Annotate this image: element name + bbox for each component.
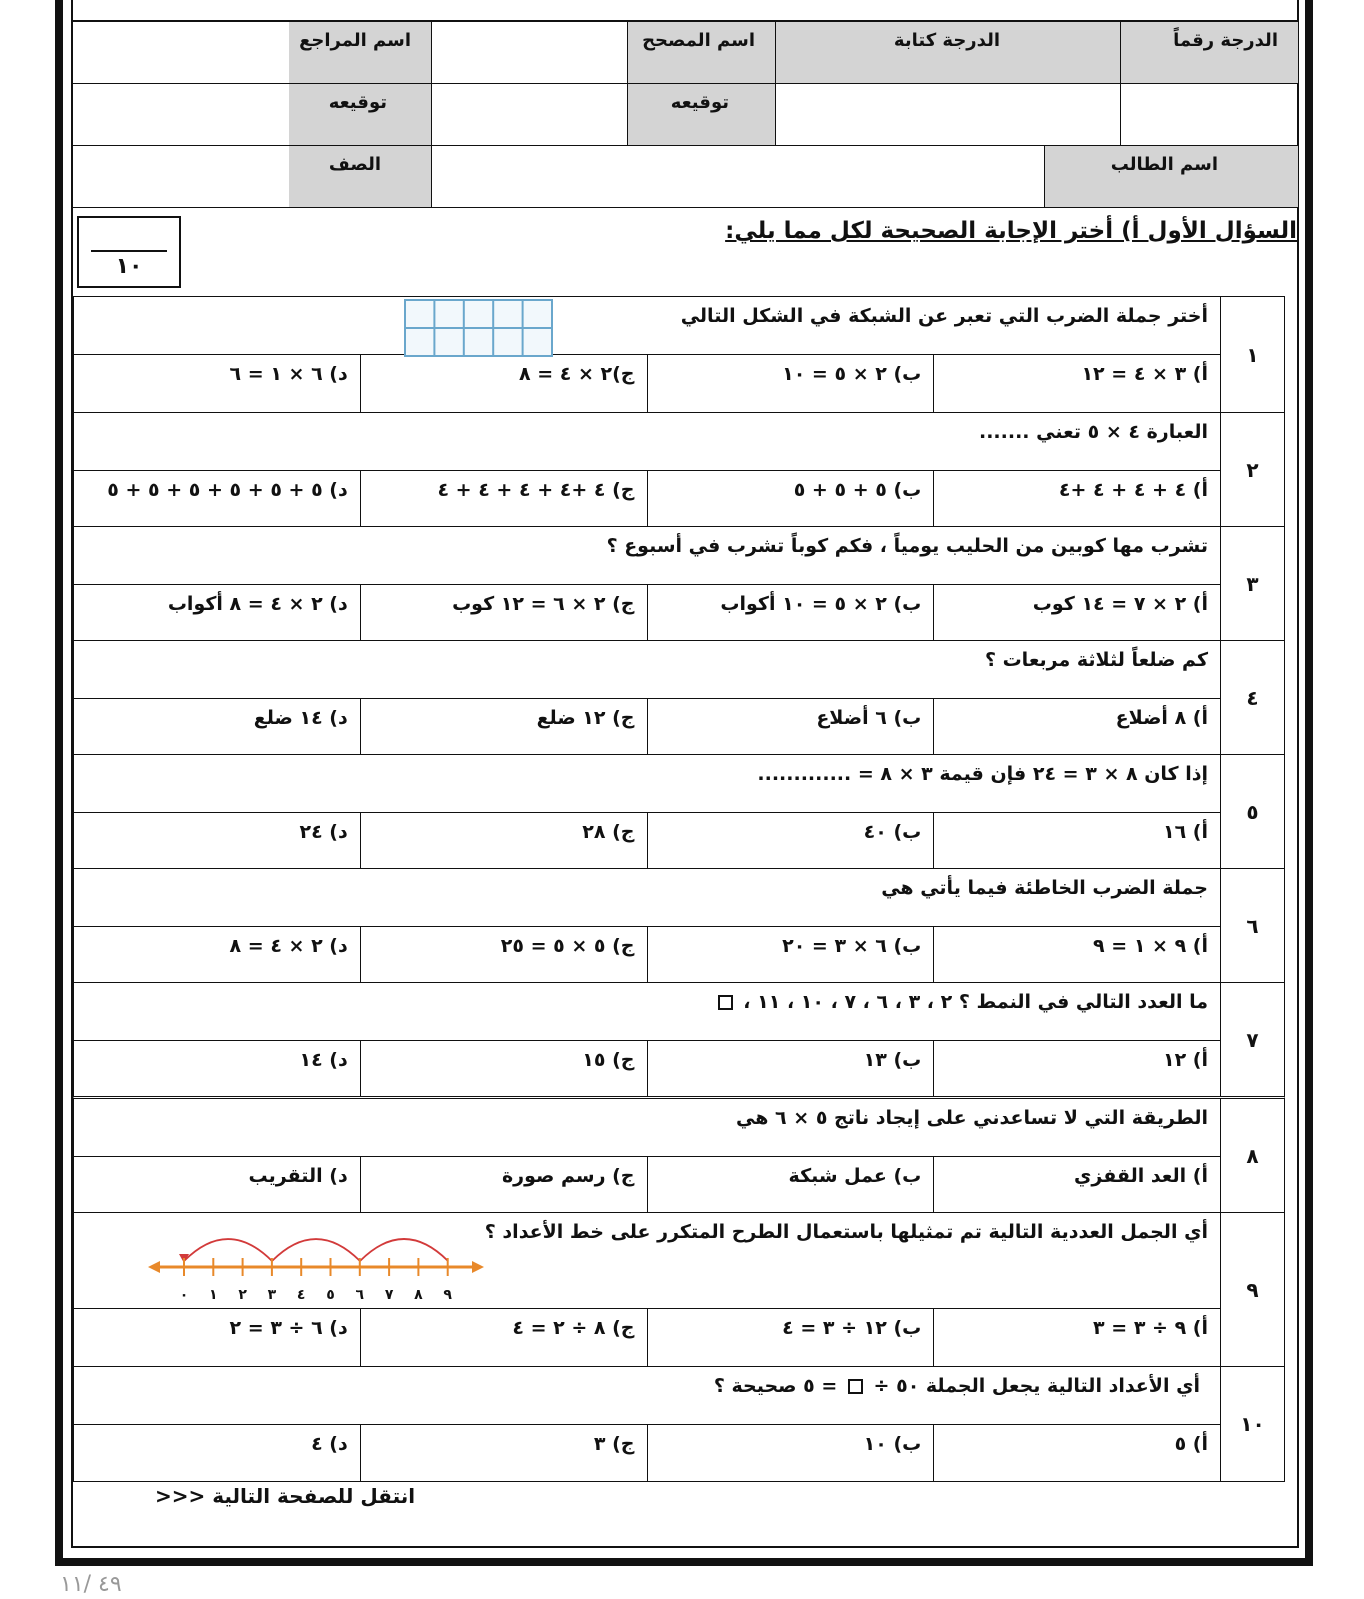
question-stem xyxy=(74,297,1220,355)
score-total: ١٠ xyxy=(115,254,143,279)
number-line-label: ٩ xyxy=(443,1287,452,1303)
reviewer-name-field[interactable] xyxy=(73,22,289,84)
class-field[interactable] xyxy=(73,146,289,208)
option-a-text: أ) ٤ + ٤ + ٤ +٤ xyxy=(1058,479,1208,501)
option-b[interactable] xyxy=(647,699,934,754)
option-a-text: أ) ٩ ÷ ٣ = ٣ xyxy=(1093,1317,1208,1339)
option-c-text: ج) ٤ +٤ + ٤ + ٤ + ٤ xyxy=(437,479,635,501)
number-line-label: ١ xyxy=(209,1287,218,1303)
option-c[interactable] xyxy=(360,471,647,526)
question-stem xyxy=(74,1367,1220,1425)
option-c[interactable] xyxy=(360,585,647,640)
option-d[interactable] xyxy=(74,927,360,982)
question-number: ٤ xyxy=(1246,685,1259,710)
option-d[interactable] xyxy=(74,1309,360,1366)
question-row xyxy=(73,1096,1285,1212)
question-row xyxy=(73,1366,1285,1482)
question-stem-text: أختر جملة الضرب التي تعبر عن الشبكة في الشكل التالي xyxy=(680,305,1208,327)
question-number-cell xyxy=(1220,641,1284,754)
option-c-text: ج) ٢٨ xyxy=(582,821,635,843)
question-row xyxy=(73,1212,1285,1366)
number-line-labels xyxy=(180,1287,453,1303)
question-number-cell xyxy=(1220,755,1284,868)
number-line-label: ٢ xyxy=(238,1287,247,1303)
options-row xyxy=(74,1157,1220,1212)
header-table xyxy=(73,20,1299,210)
option-b-text: ب) ١٣ xyxy=(863,1049,922,1071)
question-1-title: السؤال الأول أ) أختر الإجابة الصحيحة لكل مما يلي: xyxy=(725,218,1297,244)
option-b[interactable] xyxy=(647,585,934,640)
question-number: ٨ xyxy=(1246,1143,1259,1168)
options-row xyxy=(74,1309,1220,1366)
option-d[interactable] xyxy=(74,355,360,412)
option-d-text: د) ٢ × ٤ = ٨ أكواب xyxy=(167,593,348,615)
question-row xyxy=(73,526,1285,640)
number-line-label: ٥ xyxy=(326,1287,335,1303)
option-c-text: ج) ١٢ ضلع xyxy=(536,707,635,729)
option-a[interactable] xyxy=(933,1425,1220,1481)
option-b[interactable] xyxy=(647,471,934,526)
option-a-text: أ) العد القفزي xyxy=(1073,1165,1208,1187)
option-a[interactable] xyxy=(933,585,1220,640)
question-stem xyxy=(74,641,1220,699)
option-a[interactable] xyxy=(933,1157,1220,1212)
number-line-jumps xyxy=(179,1239,448,1263)
option-b[interactable] xyxy=(647,1041,934,1096)
exam-page xyxy=(55,0,1313,1566)
reviewer-name-label: اسم المراجع xyxy=(299,30,411,51)
option-d[interactable] xyxy=(74,1425,360,1481)
question-stem-text xyxy=(714,991,1208,1013)
number-line-label: ٧ xyxy=(384,1287,394,1303)
question-row xyxy=(73,982,1285,1096)
option-c[interactable] xyxy=(360,813,647,868)
option-d-text: د) ٦ ÷ ٣ = ٢ xyxy=(229,1317,348,1339)
class-label: الصف xyxy=(328,154,381,175)
option-c[interactable] xyxy=(360,699,647,754)
question-stem xyxy=(74,1099,1220,1157)
options-row xyxy=(74,699,1220,754)
option-d-text: د) ٢٤ xyxy=(299,821,348,843)
option-a[interactable] xyxy=(933,355,1220,412)
score-written-cell xyxy=(776,22,1121,84)
option-d-text: د) التقريب xyxy=(248,1165,348,1187)
reviewer-signature-cell xyxy=(289,84,432,146)
score-box xyxy=(77,216,181,288)
question-row xyxy=(73,296,1285,412)
options-row xyxy=(74,813,1220,868)
option-b-text: ب) ١٠ xyxy=(863,1433,922,1455)
option-d[interactable] xyxy=(74,585,360,640)
question-row xyxy=(73,868,1285,982)
question-stem-text: جملة الضرب الخاطئة فيما يأتي هي xyxy=(881,877,1208,899)
question-row xyxy=(73,412,1285,526)
option-d-text: د) ١٤ ضلع xyxy=(253,707,348,729)
option-a-text: أ) ٢ × ٧ = ١٤ كوب xyxy=(1032,593,1208,615)
student-name-label: اسم الطالب xyxy=(1110,154,1218,175)
reviewer-name-cell xyxy=(289,22,432,84)
question-stem-text: كم ضلعاً لثلاثة مربعات ؟ xyxy=(984,649,1208,671)
option-d-text: د) ٤ xyxy=(311,1433,348,1455)
option-b[interactable] xyxy=(647,927,934,982)
corrector-name-field[interactable] xyxy=(432,22,628,84)
option-d-text: د) ٦ × ١ = ٦ xyxy=(229,363,348,385)
option-b[interactable] xyxy=(647,1425,934,1481)
multiplication-grid-figure xyxy=(404,299,554,359)
question-number-cell xyxy=(1220,983,1284,1096)
score-written-label: الدرجة كتابة xyxy=(893,30,1000,51)
option-b-text: ب) عمل شبكة xyxy=(788,1165,922,1187)
question-stem xyxy=(74,527,1220,585)
option-a[interactable] xyxy=(933,1309,1220,1366)
question-stem-text: العبارة ٤ × ٥ تعني ....... xyxy=(979,421,1208,443)
option-b-text: ب) ٢ × ٥ = ١٠ xyxy=(782,363,922,385)
option-b[interactable] xyxy=(647,1309,934,1366)
question-stem-text xyxy=(714,1375,1200,1397)
options-row xyxy=(74,1425,1220,1481)
option-a-text: أ) ٣ × ٤ = ١٢ xyxy=(1081,363,1208,385)
question-stem xyxy=(74,755,1220,813)
option-a-text: أ) ١٦ xyxy=(1162,821,1208,843)
option-b-text: ب) ١٢ ÷ ٣ = ٤ xyxy=(782,1317,922,1339)
score-numeric-label: الدرجة رقماً xyxy=(1173,30,1278,51)
question-number: ١٠ xyxy=(1240,1412,1265,1436)
corrector-signature-label: توقيعه xyxy=(670,92,729,113)
option-c[interactable] xyxy=(360,355,647,412)
corrector-signature-cell xyxy=(628,84,776,146)
class-cell xyxy=(289,146,432,208)
option-b-text: ب) ٤٠ xyxy=(863,821,922,843)
stem-text-after-blank: = ٥ صحيحة ؟ xyxy=(713,1375,838,1397)
option-c-text: ج) ٥ × ٥ = ٢٥ xyxy=(500,935,635,957)
page-number: ٤٩ /١١ xyxy=(60,1572,122,1597)
number-line-label: ٤ xyxy=(296,1287,306,1303)
option-c[interactable] xyxy=(360,927,647,982)
question-stem xyxy=(74,869,1220,927)
grid-lines xyxy=(405,300,552,356)
option-d[interactable] xyxy=(74,813,360,868)
question-number-cell xyxy=(1220,413,1284,526)
score-numeric-field[interactable] xyxy=(1121,84,1299,146)
options-row xyxy=(74,1041,1220,1096)
question-stem-text: إذا كان ٨ × ٣ = ٢٤ فإن قيمة ٣ × ٨ = ............. xyxy=(757,763,1208,785)
question-number-cell xyxy=(1220,527,1284,640)
number-line-axis xyxy=(148,1261,484,1273)
exam-inner-frame xyxy=(71,0,1299,1548)
corrector-signature-field[interactable] xyxy=(432,84,628,146)
question-stem xyxy=(74,983,1220,1041)
option-a-text: أ) ١٢ xyxy=(1162,1049,1208,1071)
score-written-field[interactable] xyxy=(776,84,1121,146)
stem-text-before-blank: أي الأعداد التالية يجعل الجملة ٥٠ ÷ xyxy=(873,1375,1200,1397)
option-b-text: ب) ٦ أضلاع xyxy=(816,707,922,729)
option-b[interactable] xyxy=(647,813,934,868)
option-c[interactable] xyxy=(360,1309,647,1366)
number-line-label: ٨ xyxy=(414,1287,423,1303)
student-name-cell xyxy=(1045,146,1299,208)
number-line-label: ٠ xyxy=(179,1287,189,1303)
option-c-text: ج) ٣ xyxy=(593,1433,635,1455)
number-line-label: ٦ xyxy=(355,1287,365,1303)
question-number: ٦ xyxy=(1246,913,1259,938)
options-row xyxy=(74,585,1220,640)
option-c[interactable] xyxy=(360,1157,647,1212)
option-d-text: د) ١٤ xyxy=(299,1049,348,1071)
question-stem xyxy=(74,1213,1220,1309)
option-c-text: ج) ٢ × ٦ = ١٢ كوب xyxy=(452,593,635,615)
option-a[interactable] xyxy=(933,813,1220,868)
question-number-cell xyxy=(1220,1213,1284,1366)
option-a-text: أ) ٥ xyxy=(1174,1433,1208,1455)
corrector-name-label: اسم المصحح xyxy=(642,30,755,51)
option-a[interactable] xyxy=(933,1041,1220,1096)
option-b[interactable] xyxy=(647,355,934,412)
option-b-text: ب) ٥ + ٥ + ٥ xyxy=(793,479,922,501)
option-b[interactable] xyxy=(647,1157,934,1212)
option-d-text: د) ٢ × ٤ = ٨ xyxy=(229,935,348,957)
question-row xyxy=(73,640,1285,754)
option-d[interactable] xyxy=(74,699,360,754)
corrector-name-cell xyxy=(628,22,776,84)
question-number: ١ xyxy=(1246,342,1259,367)
question-number: ٣ xyxy=(1246,571,1259,596)
question-number-cell xyxy=(1220,1367,1284,1481)
pattern-stem-text: ما العدد التالي في النمط ؟ ٢ ، ٣ ، ٦ ، ٧ ، ١٠ ، ١١ ، xyxy=(743,991,1208,1013)
option-a-text: أ) ٩ × ١ = ٩ xyxy=(1093,935,1208,957)
question-number: ٧ xyxy=(1246,1027,1259,1052)
reviewer-signature-label: توقيعه xyxy=(328,92,387,113)
blank-square-icon xyxy=(718,995,733,1010)
next-page-link[interactable]: انتقل للصفحة التالية <<< xyxy=(155,1484,416,1508)
option-b-text: ب) ٦ × ٣ = ٢٠ xyxy=(782,935,922,957)
option-d[interactable] xyxy=(74,471,360,526)
option-c-text: ج) ٨ ÷ ٢ = ٤ xyxy=(512,1317,635,1339)
question-stem xyxy=(74,413,1220,471)
student-name-field[interactable] xyxy=(432,146,1045,208)
option-d-text: د) ٥ + ٥ + ٥ + ٥ + ٥ + ٥ xyxy=(107,479,348,501)
options-row xyxy=(74,927,1220,982)
blank-square-icon xyxy=(848,1379,863,1394)
option-c-text: ج)٢ × ٤ = ٨ xyxy=(518,363,635,385)
option-a[interactable] xyxy=(933,471,1220,526)
question-number-cell xyxy=(1220,869,1284,982)
option-d[interactable] xyxy=(74,1041,360,1096)
question-stem-text: الطريقة التي لا تساعدني على إيجاد ناتج ٥ × ٦ هي xyxy=(736,1107,1208,1129)
score-numeric-cell xyxy=(1121,22,1299,84)
question-stem-text: أي الجمل العددية التالية تم تمثيلها باستعمال الطرح المتكرر على خط الأعداد ؟ xyxy=(484,1221,1208,1243)
option-c-text: ج) رسم صورة xyxy=(501,1165,635,1187)
score-fraction-line xyxy=(91,250,167,252)
question-row xyxy=(73,754,1285,868)
question-number: ٢ xyxy=(1246,457,1259,482)
question-number-cell xyxy=(1220,1099,1284,1212)
option-c-text: ج) ١٥ xyxy=(582,1049,635,1071)
options-row xyxy=(74,355,1220,412)
question-number: ٥ xyxy=(1246,799,1259,824)
option-c[interactable] xyxy=(360,1041,647,1096)
question-number-cell xyxy=(1220,297,1284,412)
number-line-figure xyxy=(146,1221,486,1305)
options-row xyxy=(74,471,1220,526)
option-d[interactable] xyxy=(74,1157,360,1212)
number-line-label: ٣ xyxy=(267,1287,277,1303)
option-b-text: ب) ٢ × ٥ = ١٠ أكواب xyxy=(720,593,922,615)
option-a[interactable] xyxy=(933,927,1220,982)
questions-table xyxy=(73,296,1285,1502)
option-c[interactable] xyxy=(360,1425,647,1481)
option-a[interactable] xyxy=(933,699,1220,754)
question-stem-text: تشرب مها كوبين من الحليب يومياً ، فكم كوباً تشرب في أسبوع ؟ xyxy=(606,535,1208,557)
option-a-text: أ) ٨ أضلاع xyxy=(1115,707,1208,729)
reviewer-signature-field[interactable] xyxy=(73,84,289,146)
question-number: ٩ xyxy=(1246,1277,1259,1302)
